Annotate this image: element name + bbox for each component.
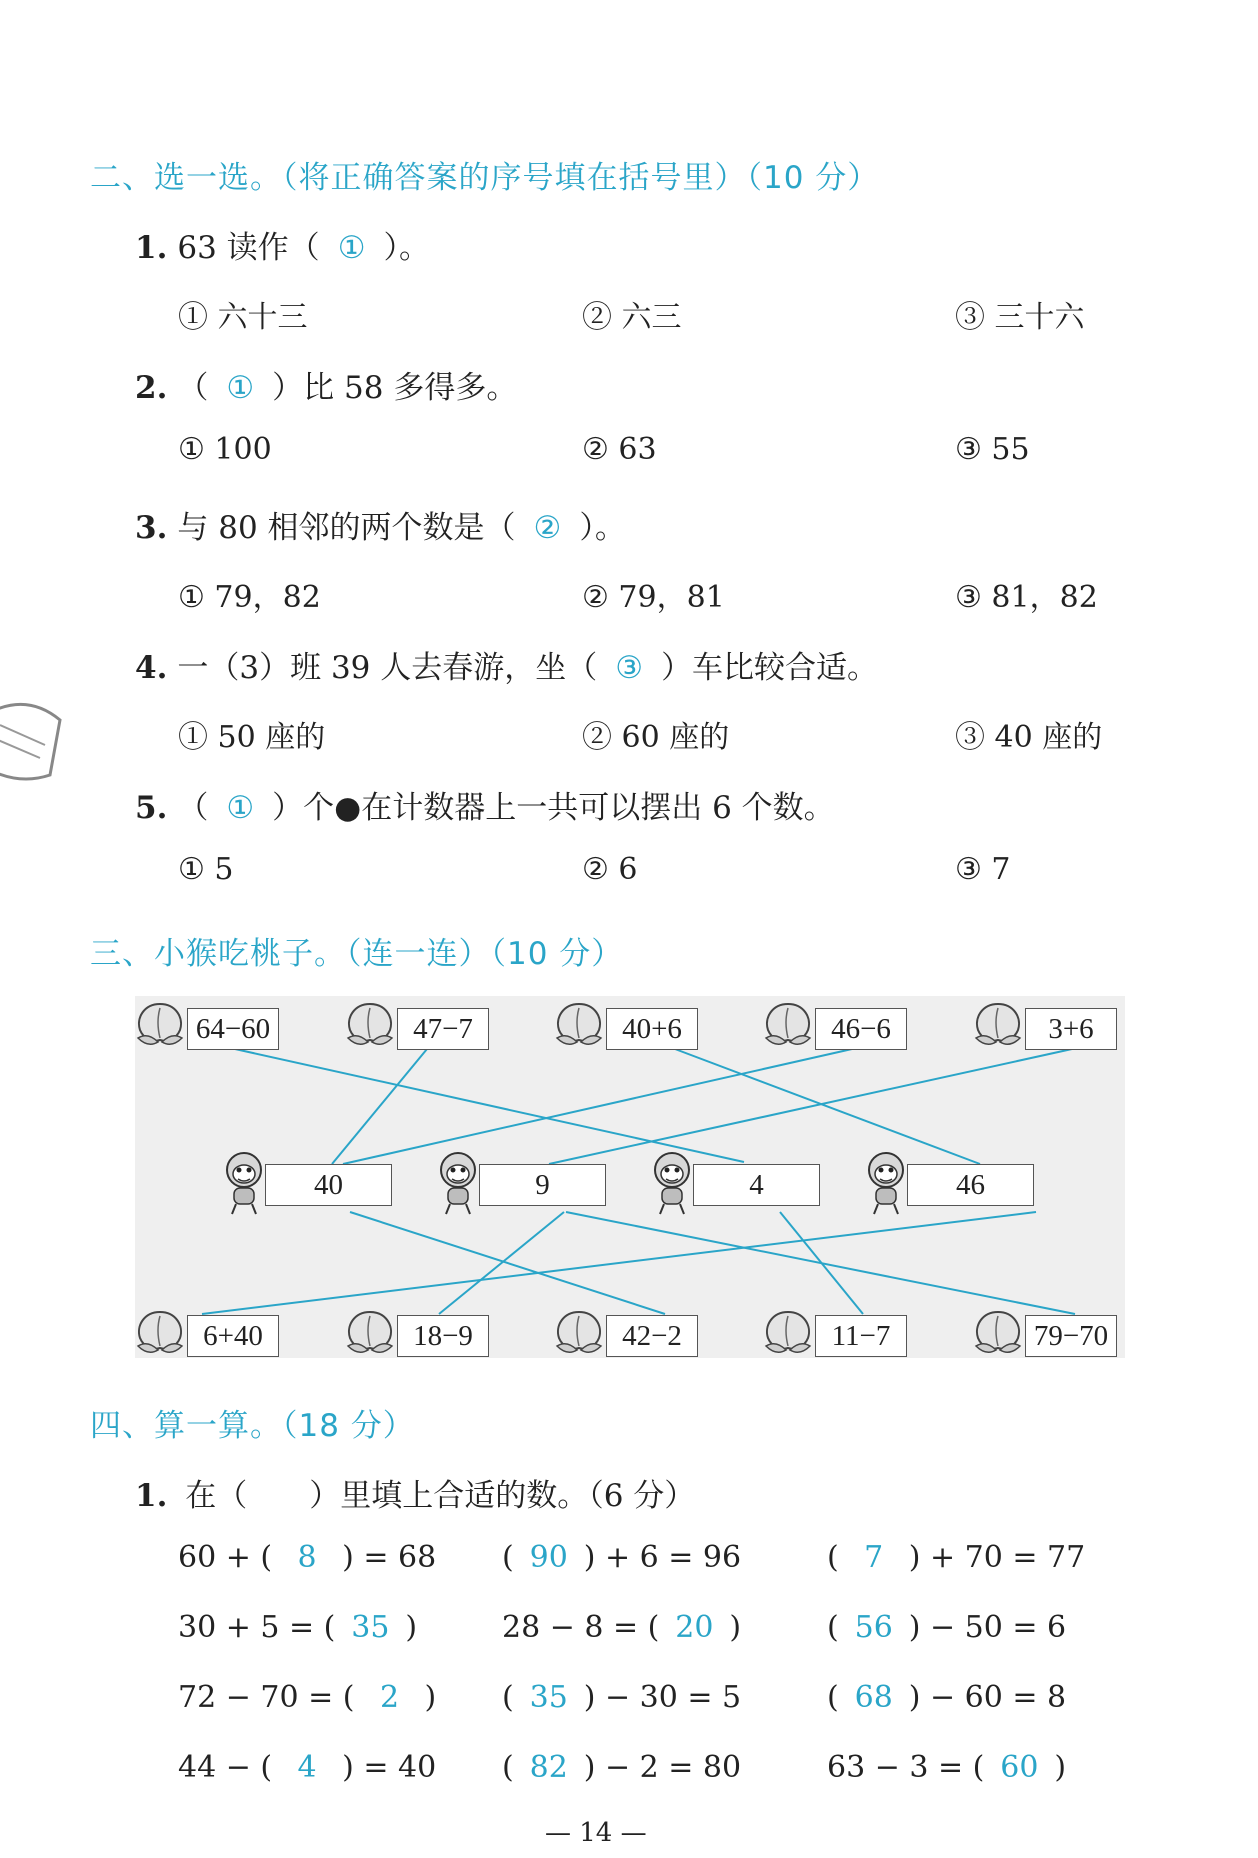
equation-part: ) — [424, 1680, 437, 1715]
page-number: — 14 — — [545, 1818, 647, 1848]
equation — [827, 1540, 1085, 1575]
equation-answer: 2 — [379, 1680, 400, 1715]
option-3: ③ 三十六 — [955, 300, 1085, 335]
equation-part: ) — [729, 1610, 742, 1645]
option-3: ③ 55 — [955, 432, 1030, 467]
equation — [502, 1680, 741, 1715]
equation-answer: 35 — [529, 1680, 568, 1715]
calc-question-1 — [135, 1470, 695, 1515]
equation-answer: 90 — [529, 1540, 568, 1575]
equation-answer: 56 — [854, 1610, 893, 1645]
monkey-number: 9 — [479, 1164, 606, 1206]
monkey-number: 40 — [265, 1164, 392, 1206]
bottom-peach-label: 79−70 — [1025, 1315, 1117, 1357]
equation-part: 30 + 5 = ( — [178, 1610, 336, 1645]
question-number: 4. — [135, 650, 168, 686]
peach-icon — [340, 1306, 400, 1358]
equation — [178, 1540, 436, 1575]
question-number: 2. — [135, 370, 168, 406]
question-number: 1. — [135, 1478, 168, 1514]
option-3: ③ 40 座的 — [955, 720, 1103, 755]
stamp-mark — [0, 690, 70, 790]
peach-icon — [549, 998, 609, 1050]
option-2: ② 60 座的 — [582, 720, 730, 755]
answer-choice: ③ — [615, 650, 644, 686]
equation — [502, 1540, 741, 1575]
bottom-peach-label: 18−9 — [397, 1315, 489, 1357]
match-line — [235, 1049, 744, 1162]
option-1: ① 50 座的 — [178, 720, 326, 755]
question-1 — [135, 222, 430, 267]
equation — [178, 1610, 417, 1645]
question-number: 5. — [135, 790, 168, 826]
match-line — [343, 1049, 852, 1164]
match-line — [549, 1049, 1072, 1164]
top-peach-label: 46−6 — [815, 1008, 907, 1050]
question-text: 与 80 相邻的两个数是（ — [177, 510, 516, 546]
option-3: ③ 7 — [955, 852, 1011, 887]
equation-part: ) — [1054, 1750, 1067, 1785]
option-2: ② 六三 — [582, 300, 682, 335]
answer-choice: ① — [226, 790, 255, 826]
option-1: ① 5 — [178, 852, 234, 887]
equation-part: ) + 70 = 77 — [908, 1540, 1086, 1575]
peach-icon — [130, 1306, 190, 1358]
monkey-icon — [434, 1150, 482, 1216]
equation — [827, 1750, 1066, 1785]
top-peach-label: 47−7 — [397, 1008, 489, 1050]
option-2: ② 6 — [582, 852, 638, 887]
monkey-number: 4 — [693, 1164, 820, 1206]
question-text: （ — [177, 790, 209, 826]
peach-icon — [968, 1306, 1028, 1358]
question-text-end: ）比 58 多得多。 — [272, 370, 518, 406]
matching-area — [135, 996, 1125, 1358]
question-text: （ — [177, 370, 209, 406]
equation-answer: 20 — [675, 1610, 714, 1645]
option-3: ③ 81，82 — [955, 580, 1098, 615]
question-number: 1. — [135, 230, 168, 266]
equation-answer: 35 — [351, 1610, 390, 1645]
peach-icon — [758, 1306, 818, 1358]
peach-icon — [340, 998, 400, 1050]
top-peach-label: 64−60 — [187, 1008, 279, 1050]
peach-icon — [549, 1306, 609, 1358]
equation-part: ( — [827, 1540, 839, 1575]
question-2 — [135, 362, 517, 407]
equation-part: ) = 68 — [342, 1540, 437, 1575]
option-1: ① 六十三 — [178, 300, 308, 335]
section3-title: 三、小猴吃桃子。（连一连）（10 分） — [90, 936, 624, 972]
question-text: 一（3）班 39 人去春游，坐（ — [177, 650, 598, 686]
equation — [178, 1680, 436, 1715]
equation-part: ) + 6 = 96 — [583, 1540, 742, 1575]
equation-part: 44 − ( — [178, 1750, 273, 1785]
equation-part: ) − 2 = 80 — [583, 1750, 742, 1785]
equation-part: ) − 30 = 5 — [583, 1680, 742, 1715]
question-text-end: ）车比较合适。 — [661, 650, 879, 686]
equation — [827, 1610, 1066, 1645]
question-text-end: ）个●在计数器上一共可以摆出 6 个数。 — [272, 790, 835, 826]
bottom-peach-label: 42−2 — [606, 1315, 698, 1357]
equation-part: ) − 60 = 8 — [908, 1680, 1067, 1715]
answer-choice: ① — [226, 370, 255, 406]
question-3 — [135, 502, 626, 547]
option-1: ① 79，82 — [178, 580, 321, 615]
equation-part: ( — [827, 1610, 839, 1645]
bottom-peach-label: 11−7 — [815, 1315, 907, 1357]
equation — [502, 1750, 741, 1785]
question-text: 63 读作（ — [177, 230, 320, 266]
equation-part: 63 − 3 = ( — [827, 1750, 985, 1785]
equation-answer: 68 — [854, 1680, 893, 1715]
equation-part: 72 − 70 = ( — [178, 1680, 355, 1715]
section4-title: 四、算一算。（18 分） — [90, 1408, 415, 1444]
equation — [827, 1680, 1066, 1715]
option-2: ② 63 — [582, 432, 657, 467]
question-text-end: ）。 — [383, 230, 430, 266]
equation-answer: 8 — [297, 1540, 317, 1575]
equation-part: 60 + ( — [178, 1540, 273, 1575]
option-2: ② 79，81 — [582, 580, 725, 615]
match-line — [675, 1049, 980, 1164]
equation-part: ( — [827, 1680, 839, 1715]
bottom-peach-label: 6+40 — [187, 1315, 279, 1357]
answer-choice: ② — [533, 510, 562, 546]
equation-answer: 82 — [529, 1750, 568, 1785]
equation-answer: 60 — [1000, 1750, 1039, 1785]
equation-part: ) − 50 = 6 — [908, 1610, 1067, 1645]
equation-part: ) = 40 — [342, 1750, 437, 1785]
equation-answer: 4 — [297, 1750, 317, 1785]
section2-title: 二、选一选。（将正确答案的序号填在括号里）（10 分） — [90, 160, 880, 196]
equation — [502, 1610, 741, 1645]
top-peach-label: 3+6 — [1025, 1008, 1117, 1050]
question-4 — [135, 642, 878, 687]
match-line — [439, 1212, 564, 1314]
peach-icon — [968, 998, 1028, 1050]
question-number: 3. — [135, 510, 168, 546]
monkey-icon — [862, 1150, 910, 1216]
match-line — [566, 1212, 1075, 1314]
match-line — [332, 1049, 427, 1164]
monkey-number: 46 — [907, 1164, 1034, 1206]
equation-part: ( — [502, 1680, 514, 1715]
answer-choice: ① — [337, 230, 366, 266]
equation-part: 28 − 8 = ( — [502, 1610, 660, 1645]
equation-part: ) — [405, 1610, 418, 1645]
question-5 — [135, 782, 835, 827]
equation-part: ( — [502, 1750, 514, 1785]
question-text: 在（ ）里填上合适的数。（6 分） — [185, 1478, 696, 1514]
equation-answer: 7 — [864, 1540, 884, 1575]
equation-part: ( — [502, 1540, 514, 1575]
equation — [178, 1750, 436, 1785]
monkey-icon — [648, 1150, 696, 1216]
peach-icon — [758, 998, 818, 1050]
top-peach-label: 40+6 — [606, 1008, 698, 1050]
monkey-icon — [220, 1150, 268, 1216]
peach-icon — [130, 998, 190, 1050]
question-text-end: ）。 — [579, 510, 626, 546]
option-1: ① 100 — [178, 432, 272, 467]
